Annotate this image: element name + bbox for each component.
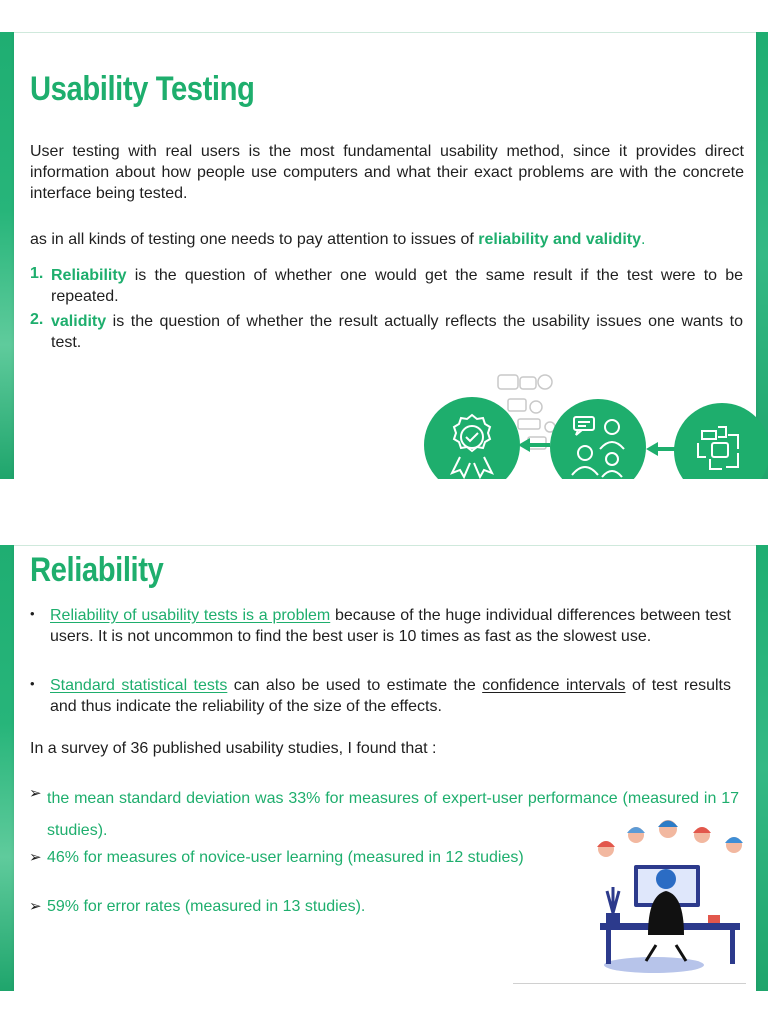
bullet-dot: • xyxy=(30,606,35,621)
finding-error-rates: 59% for error rates (measured in 13 studies). xyxy=(47,898,366,915)
bullet-statistical-tests xyxy=(50,675,731,717)
finding-expert-performance: the mean standard deviation was 33% for measures of expert-user performance (measured in 17 studies). xyxy=(47,790,739,839)
divider-line xyxy=(513,983,746,984)
bullet-dot: • xyxy=(30,676,35,691)
user-discussion-icon xyxy=(550,399,646,479)
intro-paragraph: User testing with real users is the most fundamental usability method, since it provides direct information about how people use computers and what their exact problems are with the concrete interface being tested. xyxy=(30,143,744,202)
award-badge-icon xyxy=(424,397,520,479)
handshake-icon xyxy=(674,403,768,479)
term-validity: validity xyxy=(51,313,107,330)
bullet-text: because of the huge individual differences between test users. It is not uncommon to find the best user is 10 times as fast as the slowest use. xyxy=(50,607,731,645)
list-item-reliability xyxy=(51,265,743,307)
process-illustration xyxy=(420,357,768,479)
arrow-bullet-icon: ➢ xyxy=(29,849,42,866)
attention-paragraph xyxy=(30,229,744,250)
page-title: Reliability xyxy=(30,551,164,589)
statistical-tests-link[interactable]: Standard statistical tests xyxy=(50,677,228,694)
left-accent-stripe xyxy=(0,545,14,991)
list-number: 1. xyxy=(30,265,44,282)
page-title: Usability Testing xyxy=(30,70,255,108)
attention-highlight: reliability and validity xyxy=(478,231,641,248)
arrow-left-icon xyxy=(518,438,550,452)
term-reliability: Reliability xyxy=(51,267,127,284)
right-accent-stripe xyxy=(756,545,768,991)
confidence-intervals-link[interactable]: confidence intervals xyxy=(482,677,626,694)
avatar xyxy=(597,820,743,857)
list-text: is the question of whether one would get the same result if the test were to be repeated. xyxy=(51,267,743,305)
user-at-computer-illustration xyxy=(592,815,752,975)
bullet-text: of test results and thus indicate the reliability of the size of the effects. xyxy=(50,677,732,715)
survey-paragraph: In a survey of 36 published usability studies, I found that : xyxy=(30,740,437,757)
list-item-validity xyxy=(51,311,743,353)
arrow-bullet-icon: ➢ xyxy=(29,785,42,802)
slide-usability-testing xyxy=(0,32,768,479)
finding-novice-learning: 46% for measures of novice-user learning (measured in 12 studies) xyxy=(47,849,524,866)
bullet-reliability-problem xyxy=(50,605,731,647)
list-text: is the question of whether the result actually reflects the usability issues one wants to test. xyxy=(51,313,743,351)
list-number: 2. xyxy=(30,311,44,328)
arrow-left-icon xyxy=(646,442,676,456)
arrow-bullet-icon: ➢ xyxy=(29,898,42,915)
reliability-problem-link[interactable]: Reliability of usability tests is a problem xyxy=(50,607,331,624)
slide-reliability xyxy=(0,545,768,991)
attention-suffix: . xyxy=(641,231,646,248)
left-accent-stripe xyxy=(0,32,14,479)
attention-prefix: as in all kinds of testing one needs to pay attention to issues of xyxy=(30,231,479,248)
bullet-middle: can also be used to estimate the xyxy=(227,677,483,694)
